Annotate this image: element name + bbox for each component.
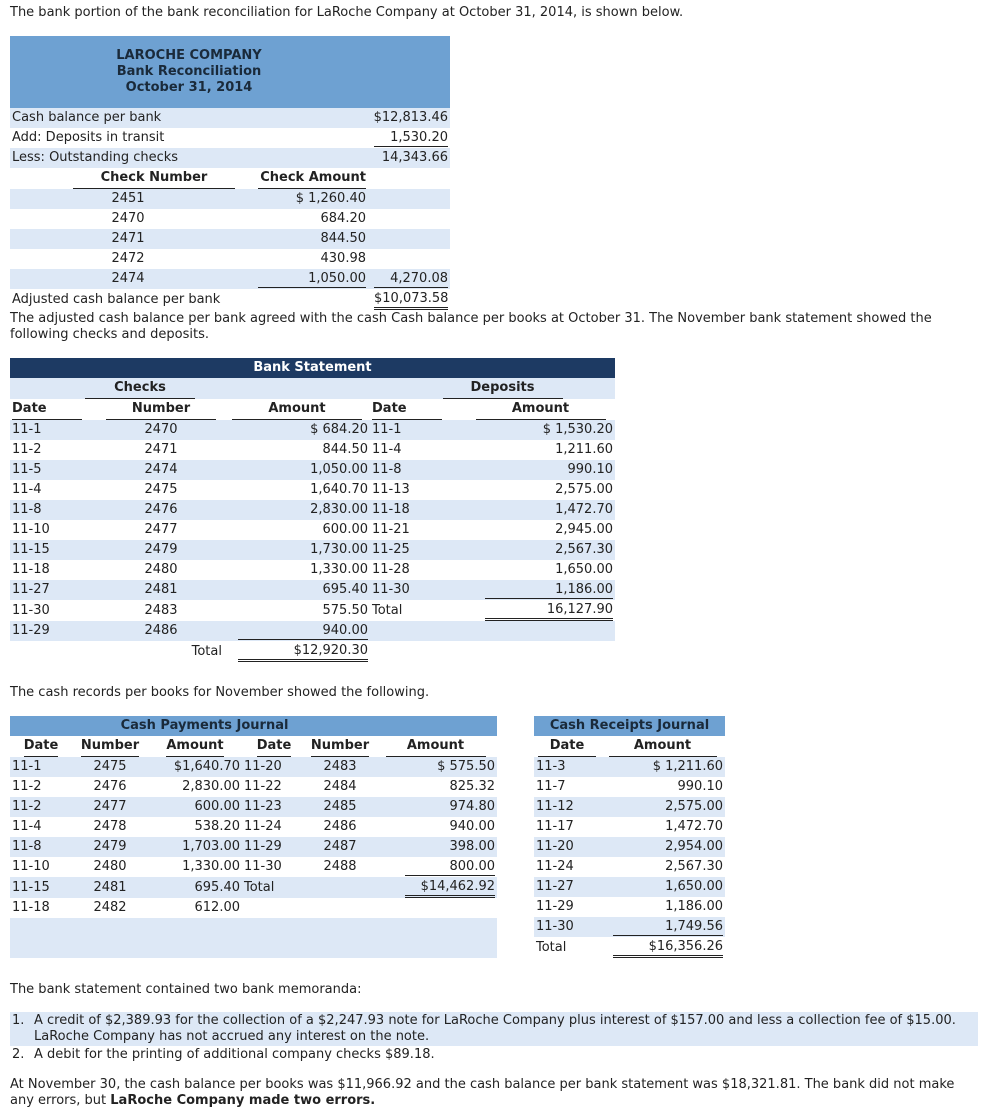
cash-receipts-table (534, 716, 725, 958)
table-row: 11-1 2475 $1,640.70 11-20 2483 $ 575.50 (10, 757, 497, 777)
cash-receipts-title: Cash Receipts Journal (534, 716, 725, 736)
table-row: 11-10 2477 600.00 11-21 2,945.00 (12, 522, 613, 537)
table-row: 11-15 2479 1,730.00 11-25 2,567.30 (10, 540, 615, 560)
table-row: 11-4 2478 538.20 11-24 2486 940.00 (12, 819, 495, 834)
final-text: At November 30, the cash balance per books was $11,966.92 and the cash balance per bank statement was $18,321.81. The bank did not make any errors, but LaRoche Company made two errors. (10, 1077, 955, 1108)
adjusted-label: Adjusted cash balance per bank (12, 291, 221, 307)
recon-title-date: October 31, 2014 (125, 80, 253, 95)
books-text: The cash records per books for November showed the following. (10, 685, 430, 700)
checks-total: 4,270.08 (374, 271, 448, 288)
recon-title-sub: Bank Reconciliation (116, 64, 262, 79)
deposits-label: Add: Deposits in transit (12, 130, 165, 145)
deposits-header: Deposits (443, 378, 563, 399)
table-row: 11-17 1,472.70 (536, 819, 723, 834)
memo-item: 2. A debit for the printing of additional company checks $89.18. (12, 1047, 435, 1062)
check-number-header: Check Number (73, 168, 235, 189)
table-row: 11-27 2481 695.40 11-30 1,186.00 (10, 580, 615, 600)
memo-item: 1. A credit of $2,389.93 for the collection of a $2,247.93 note for LaRoche Company plus interest of $157.00 and less a collection fee of $15.00. LaRoche Company has not accrued any interest on the note. (10, 1012, 978, 1046)
table-row: 11-24 2,567.30 (536, 859, 723, 874)
cp-col-amount-2: Amount (386, 736, 486, 757)
memo-list (10, 1012, 978, 1064)
recon-check-row: 2472 430.98 (111, 251, 366, 266)
table-row: 11-4 2475 1,640.70 11-13 2,575.00 (12, 482, 613, 497)
recon-check-row: 2470 684.20 (111, 211, 366, 226)
cp-col-number: Number (81, 736, 139, 757)
check-amount-header: Check Amount (258, 168, 366, 189)
intro-text: The bank portion of the bank reconciliation for LaRoche Company at October 31, 2014, is shown below. (10, 5, 684, 20)
cp-col-amount: Amount (166, 736, 223, 757)
cr-total-label: Total (536, 939, 567, 955)
recon-check-row: 2474 1,050.00 4,270.08 (10, 269, 450, 289)
table-row: 11-30 1,749.56 (534, 917, 725, 937)
table-row: 11-2 2476 2,830.00 11-22 2484 825.32 (12, 779, 495, 794)
recon-title-company: LAROCHE COMPANY (116, 48, 262, 63)
checks-total-label: Total (191, 643, 222, 659)
col-dep-date: Date (372, 399, 442, 420)
bank-statement-title: Bank Statement (10, 358, 615, 378)
subtotal-value: 14,343.66 (368, 148, 450, 168)
table-row: 11-5 2474 1,050.00 11-8 990.10 (10, 460, 615, 480)
recon-check-row: 2451 $ 1,260.40 (10, 189, 450, 209)
cash-receipts-total: $16,356.26 (613, 939, 723, 958)
final-bold: LaRoche Company made two errors. (110, 1093, 376, 1108)
deposits-total: 16,127.90 (485, 602, 613, 621)
table-row: 11-30 2483 575.50 Total 16,127.90 (10, 600, 615, 621)
outstanding-label: Less: Outstanding checks (10, 148, 246, 168)
cr-col-amount: Amount (609, 736, 717, 757)
table-row: 11-2 2471 844.50 11-4 1,211.60 (12, 442, 613, 457)
table-row: 11-1 2470 $ 684.20 11-1 $ 1,530.20 (10, 420, 615, 440)
cash-payments-title: Cash Payments Journal (10, 716, 497, 736)
table-row: 11-8 2476 2,830.00 11-18 1,472.70 (10, 500, 615, 520)
col-date: Date (12, 399, 82, 420)
bank-statement-table (10, 358, 615, 662)
table-row: 11-8 2479 1,703.00 11-29 2487 398.00 (10, 837, 497, 857)
adjusted-value: $10,073.58 (374, 291, 448, 310)
cash-balance-label: Cash balance per bank (10, 108, 246, 128)
recon-check-row: 2471 844.50 (10, 229, 450, 249)
table-row: 11-7 990.10 (536, 779, 723, 794)
table-row: 11-18 2482 612.00 (12, 900, 240, 915)
memo-intro: The bank statement contained two bank memoranda: (10, 982, 362, 997)
reconciliation-table (10, 36, 450, 310)
table-row: 11-29 1,186.00 (536, 899, 723, 914)
table-row: 11-27 1,650.00 (534, 877, 725, 897)
table-row: 11-2 2477 600.00 11-23 2485 974.80 (10, 797, 497, 817)
col-number: Number (106, 399, 216, 420)
table-row: 11-20 2,954.00 (534, 837, 725, 857)
checks-total-value: $12,920.30 (238, 643, 368, 662)
cash-balance-value: $12,813.46 (368, 108, 450, 128)
cp-col-date-2: Date (257, 736, 292, 757)
cash-payments-total: $14,462.92 (405, 879, 495, 898)
table-row: 11-3 $ 1,211.60 (534, 757, 725, 777)
table-row: 11-12 2,575.00 (534, 797, 725, 817)
cp-col-date: Date (24, 736, 59, 757)
deposits-value: 1,530.20 (374, 130, 448, 147)
table-row: 11-15 2481 695.40 Total $14,462.92 (10, 877, 497, 898)
cash-payments-table (10, 716, 497, 958)
table-row: 11-29 2486 940.00 (10, 621, 615, 641)
col-dep-amount: Amount (476, 399, 606, 420)
checks-header: Checks (85, 378, 195, 399)
cr-col-date: Date (538, 736, 596, 757)
cp-col-number-2: Number (311, 736, 369, 757)
col-amount: Amount (232, 399, 362, 420)
middle-text: The adjusted cash balance per bank agreed with the cash Cash balance per books at October 31. The November bank statement showed the following checks and deposits. (10, 311, 932, 342)
table-row: 11-10 2480 1,330.00 11-30 2488 800.00 (12, 859, 495, 874)
table-row: 11-18 2480 1,330.00 11-28 1,650.00 (12, 562, 613, 577)
